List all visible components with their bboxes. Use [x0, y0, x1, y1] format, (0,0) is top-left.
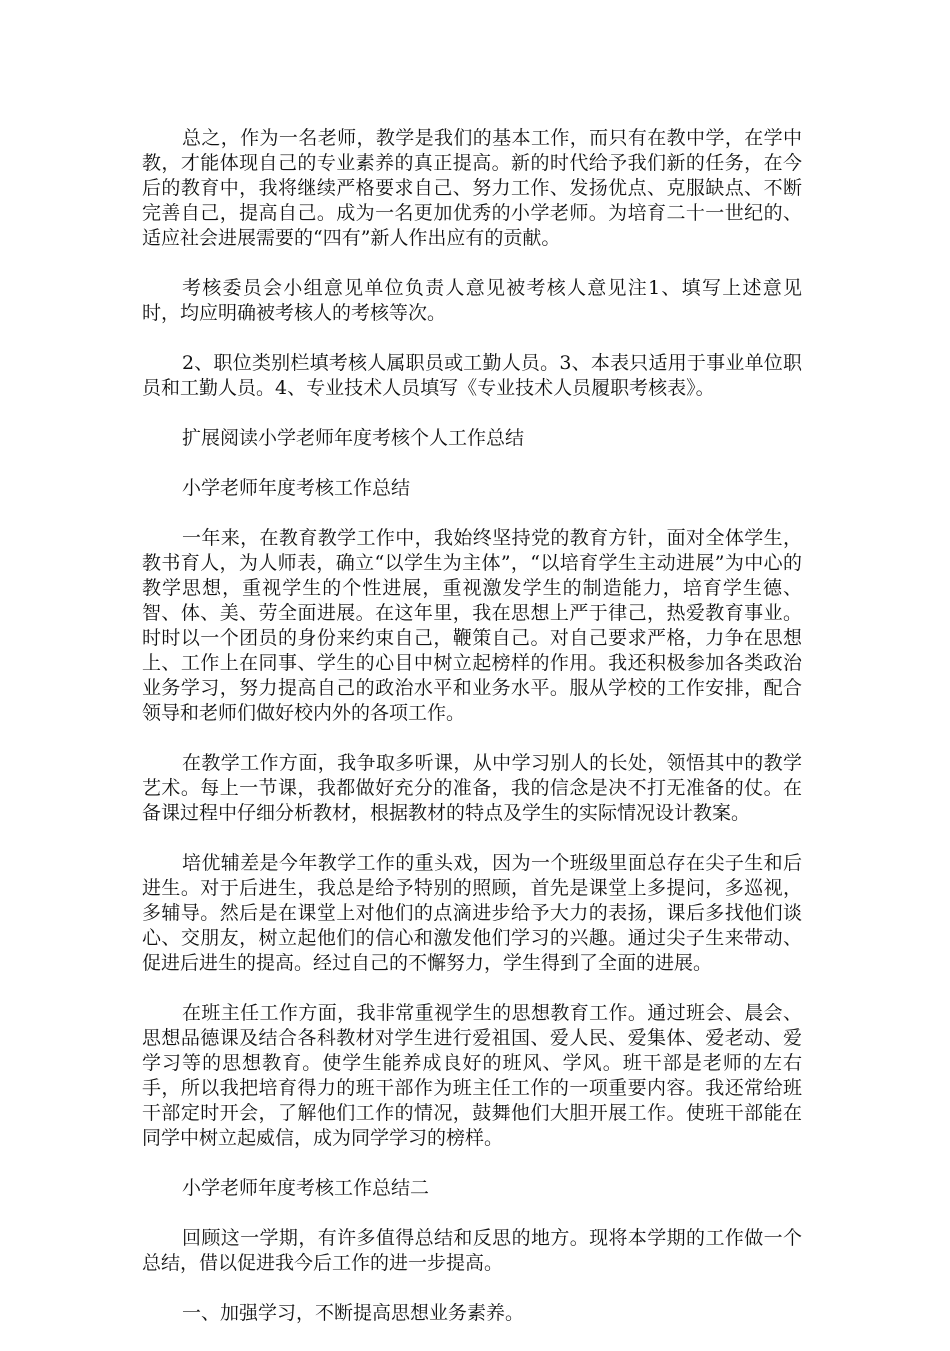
paragraph-tutoring: 培优辅差是今年教学工作的重头戏，因为一个班级里面总存在尖子生和后进生。对于后进生，我总是给予特别的照顾，首先是课堂上多提问，多巡视，多辅导。然后是在课堂上对他们的点滴进步给予大力的表扬，课后多找他们谈心、交朋友，树立起他们的信心和激发他们学习的兴趣。通过尖子生来带动、促进后进生的提高。经过自己的不懈努力，学生得到了全面的进展。 [142, 852, 802, 974]
document-body [142, 126, 802, 1351]
paragraph-review-opinions: 考核委员会小组意见单位负责人意见被考核人意见注1、填写上述意见时，均应明确被考核人的考核等次。 [142, 277, 802, 324]
paragraph-class-teacher: 在班主任工作方面，我非常重视学生的思想教育工作。通过班会、晨会、思想品德课及结合各科教材对学生进行爱祖国、爱人民、爱集体、爱老动、爱学习等的思想教育。使学生能养成良好的班风、学风。班干部是老师的左右手，所以我把培育得力的班干部作为班主任工作的一项重要内容。我还常给班干部定时开会，了解他们工作的情况，鼓舞他们大胆开展工作。使班干部能在同学中树立起威信，成为同学学习的榜样。 [142, 1002, 802, 1149]
paragraph-conclusion: 总之，作为一名老师，教学是我们的基本工作，而只有在教中学，在学中教，才能体现自己的专业素养的真正提高。新的时代给予我们新的任务，在今后的教育中，我将继续严格要求自己、努力工作、发扬优点、克服缺点、不断完善自己，提高自己。成为一名更加优秀的小学老师。为培育二十一世纪的、适应社会进展需要的“四有”新人作出应有的贡献。 [142, 127, 802, 249]
paragraph-year-overview: 一年来，在教育教学工作中，我始终坚持党的教育方针，面对全体学生，教书育人，为人师表，确立“以学生为主体”，“以培育学生主动进展”为中心的教学思想，重视学生的个性进展，重视激发学生的制造能力，培育学生德、智、体、美、劳全面进展。在这年里，我在思想上严于律己，热爱教育事业。时时以一个团员的身份来约束自己，鞭策自己。对自己要求严格，力争在思想上、工作上在同事、学生的心目中树立起榜样的作用。我还积极参加各类政治业务学习，努力提高自己的政治水平和业务水平。服从学校的工作安排，配合领导和老师们做好校内外的各项工作。 [142, 527, 802, 724]
paragraph-form-notes: 2、职位类别栏填考核人属职员或工勤人员。3、本表只适用于事业单位职员和工勤人员。4、专业技术人员填写《专业技术人员履职考核表》。 [142, 352, 802, 399]
heading-annual-summary: 小学老师年度考核工作总结 [182, 477, 411, 499]
paragraph-teaching-work: 在教学工作方面，我争取多听课，从中学习别人的长处，领悟其中的教学艺术。每上一节课，我都做好充分的准备，我的信念是决不打无准备的仗。在备课过程中仔细分析教材，根据教材的特点及学生的实际情况设计教案。 [142, 752, 802, 824]
paragraph-semester-review: 回顾这一学期，有许多值得总结和反思的地方。现将本学期的工作做一个总结，借以促进我今后工作的进一步提高。 [142, 1227, 802, 1274]
paragraph-section-one: 一、加强学习，不断提高思想业务素养。 [182, 1302, 525, 1324]
heading-extended-reading: 扩展阅读小学老师年度考核个人工作总结 [182, 427, 525, 449]
heading-annual-summary-two: 小学老师年度考核工作总结二 [182, 1177, 430, 1199]
